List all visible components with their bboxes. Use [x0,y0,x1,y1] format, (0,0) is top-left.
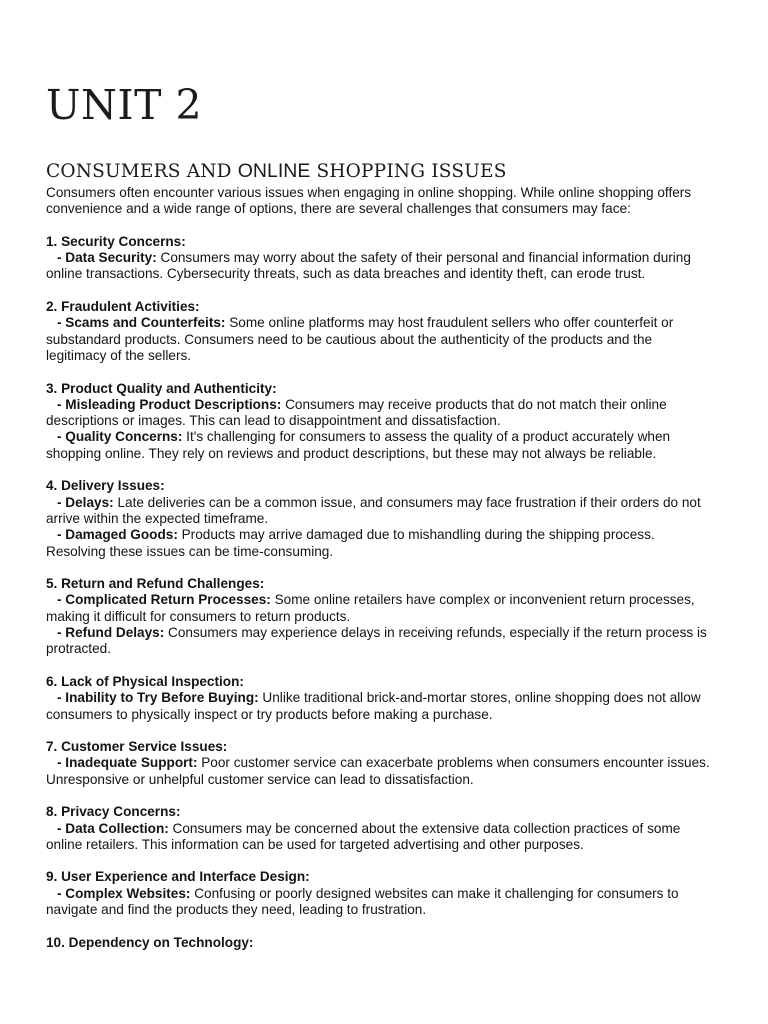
issue-heading: 10. Dependency on Technology: [46,934,254,950]
issue-item-label: - Quality Concerns: [57,429,183,445]
issue-block [46,381,736,462]
issue-item [46,755,736,771]
section-title-part-3: SHOPPING ISSUES [310,161,507,182]
document-body [46,185,736,967]
issues-list [46,234,736,951]
issue-block [46,935,736,951]
issue-item-text: Poor customer service can exacerbate problems when consumers encounter issues. [197,755,710,771]
issue-item [46,315,736,331]
issue-item [46,592,736,608]
issue-item-continuation: descriptions or images. This can lead to disappointment and dissatisfaction. [46,413,501,429]
issue-heading: 1. Security Concerns: [46,233,186,249]
intro-line-1: Consumers often encounter various issues when engaging in online shopping. While online shopping offers [46,185,692,200]
section-title [46,156,507,186]
issue-item-continuation: Resolving these issues can be time-consuming. [46,543,334,559]
issue-item-label: - Delays: [57,494,114,510]
intro-line-2: convenience and a wide range of options, there are several challenges that consumers may face: [46,201,631,217]
issue-item-label: - Damaged Goods: [57,527,178,543]
issue-item-continuation: substandard products. Consumers need to be cautious about the authenticity of the products and the [46,331,653,347]
issue-block [46,576,736,657]
issue-block [46,299,736,364]
issue-item-text: Unlike traditional brick-and-mortar stores, online shopping does not allow [258,690,701,706]
issue-heading: 2. Fraudulent Activities: [46,299,200,315]
issue-item-label: - Data Collection: [57,820,169,836]
issue-item-continuation: online transactions. Cybersecurity threats, such as data breaches and identity theft, can erode trust. [46,266,646,282]
issue-item-label: - Refund Delays: [57,625,165,641]
issue-block [46,869,736,918]
issue-item-continuation: navigate and find the products they need, leading to frustration. [46,902,427,918]
issue-item-continuation: shopping online. They rely on reviews and product descriptions, but these may not always be reliable. [46,445,657,461]
section-title-part-2: ONLINE [237,160,311,182]
issue-item-text: It's challenging for consumers to assess the quality of a product accurately when [182,429,671,445]
issue-item [46,429,736,445]
issue-item [46,250,736,266]
issue-item-text: Consumers may receive products that do not match their online [281,396,667,412]
section-title-part-1: CONSUMERS AND [46,161,238,182]
issue-item [46,397,736,413]
issue-item [46,527,736,543]
issue-item-text: Some online platforms may host fraudulent sellers who offer counterfeit or [225,315,674,331]
issue-heading: 8. Privacy Concerns: [46,804,181,820]
issue-block [46,739,736,788]
issue-item-continuation: online retailers. This information can be used for targeted advertising and other purposes. [46,836,584,852]
issue-block [46,804,736,853]
issue-block [46,478,736,559]
issue-item [46,886,736,902]
issue-item-label: - Misleading Product Descriptions: [57,396,282,412]
issue-item-continuation: arrive within the expected timeframe. [46,510,269,526]
issue-item-continuation: legitimacy of the sellers. [46,347,192,363]
issue-item [46,625,736,641]
issue-item-text: Some online retailers have complex or inconvenient return processes, [270,592,695,608]
issue-heading: 5. Return and Refund Challenges: [46,576,265,592]
issue-item [46,690,736,706]
issue-item-text: Consumers may experience delays in receiving refunds, especially if the return process is [164,625,707,641]
issue-item-label: - Complicated Return Processes: [57,592,271,608]
issue-item-label: - Inability to Try Before Buying: [57,690,259,706]
issue-heading: 6. Lack of Physical Inspection: [46,673,244,689]
issue-item-text: Consumers may worry about the safety of their personal and financial information during [156,250,691,266]
issue-item-text: Consumers may be concerned about the extensive data collection practices of some [168,820,681,836]
issue-item-continuation: making it difficult for consumers to return products. [46,608,351,624]
issue-item-text: Confusing or poorly designed websites can make it challenging for consumers to [190,885,679,901]
issue-heading: 4. Delivery Issues: [46,478,165,494]
issue-item [46,495,736,511]
unit-title: UNIT 2 [46,81,203,129]
issue-block [46,674,736,723]
issue-item-continuation: consumers to physically inspect or try products before making a purchase. [46,706,493,722]
issue-item-continuation: protracted. [46,641,111,657]
issue-item [46,821,736,837]
intro-paragraph [46,185,736,218]
issue-item-label: - Scams and Counterfeits: [57,315,226,331]
issue-item-text: Products may arrive damaged due to mishandling during the shipping process. [177,527,655,543]
issue-item-text: Late deliveries can be a common issue, and consumers may face frustration if their orders do not [113,494,701,510]
issue-item-label: - Inadequate Support: [57,755,198,771]
issue-item-label: - Complex Websites: [57,885,191,901]
issue-heading: 3. Product Quality and Authenticity: [46,380,277,396]
issue-heading: 9. User Experience and Interface Design: [46,869,310,885]
issue-heading: 7. Customer Service Issues: [46,739,228,755]
issue-item-continuation: Unresponsive or unhelpful customer service can lead to dissatisfaction. [46,771,474,787]
issue-block [46,234,736,283]
issue-item-label: - Data Security: [57,250,157,266]
